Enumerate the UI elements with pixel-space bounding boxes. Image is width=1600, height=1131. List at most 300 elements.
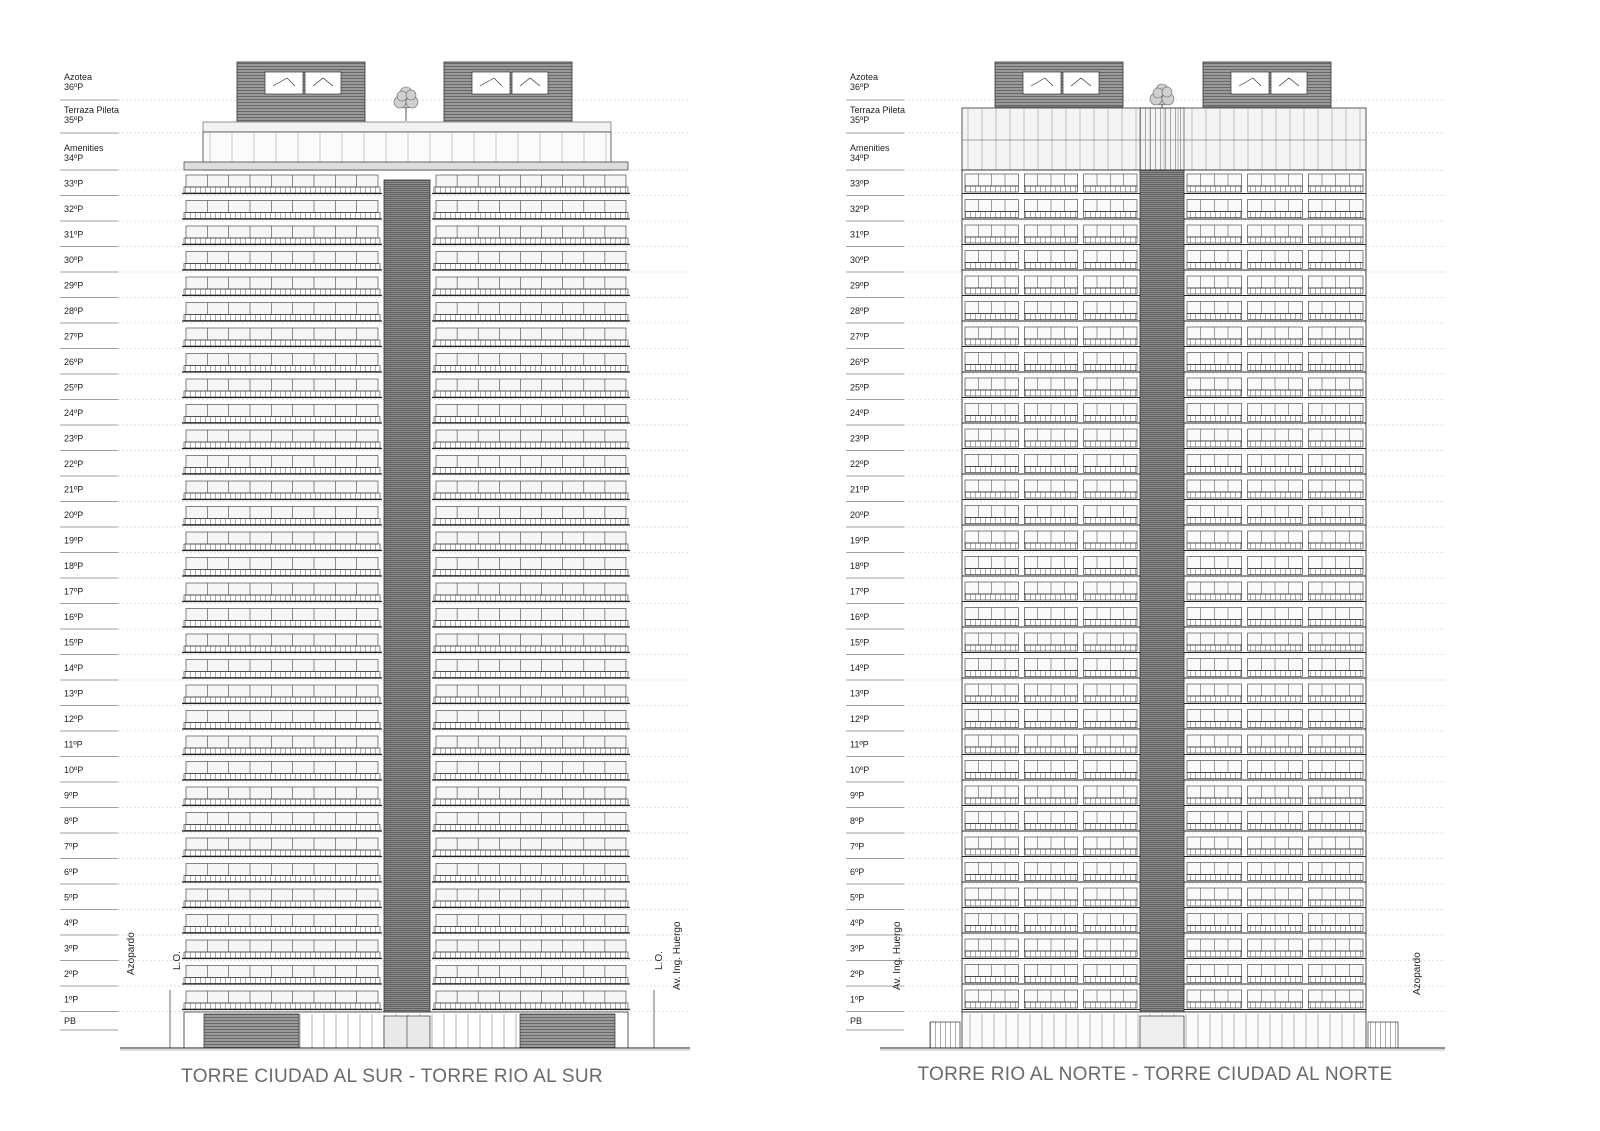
rooftop-opening xyxy=(472,72,510,94)
rooftop-opening xyxy=(305,72,341,94)
window-band xyxy=(436,813,626,825)
balcony-railing xyxy=(1024,824,1077,830)
window-band xyxy=(186,940,378,952)
balcony-railing xyxy=(1187,875,1242,881)
balcony-railing xyxy=(1024,951,1077,957)
level-label: 4ºP xyxy=(850,918,865,928)
balcony-railing xyxy=(965,696,1018,702)
balcony-railing xyxy=(1084,875,1137,881)
level-label: 21ºP xyxy=(850,484,870,495)
balcony-railing xyxy=(1187,671,1242,677)
balcony-railing xyxy=(1187,212,1242,218)
balcony-railing xyxy=(1187,951,1242,957)
balcony-railing xyxy=(434,187,628,193)
level-label: 33ºP xyxy=(64,178,84,189)
south-elevation-drawing xyxy=(60,62,690,1087)
level-label: 4ºP xyxy=(64,918,79,928)
balcony-railing xyxy=(965,951,1018,957)
balcony-railing xyxy=(1084,492,1137,498)
balcony-railing xyxy=(1024,314,1077,320)
balcony-railing xyxy=(1084,1002,1137,1008)
window-band xyxy=(436,762,626,774)
balcony-railing xyxy=(1308,620,1363,626)
window-band xyxy=(436,481,626,493)
balcony-railing xyxy=(1248,900,1303,906)
window-band xyxy=(436,379,626,391)
balcony-railing xyxy=(434,213,628,219)
window-band xyxy=(436,558,626,570)
balcony-railing xyxy=(434,799,628,805)
balcony-railing xyxy=(1084,824,1137,830)
balcony-railing xyxy=(1308,875,1363,881)
window-band xyxy=(436,940,626,952)
balcony-railing xyxy=(1248,824,1303,830)
balcony-railing xyxy=(1024,798,1077,804)
window-band xyxy=(186,813,378,825)
balcony-railing xyxy=(965,339,1018,345)
balcony-railing xyxy=(1248,620,1303,626)
balcony-railing xyxy=(434,417,628,423)
level-label: 8ºP xyxy=(64,816,79,826)
balcony-railing xyxy=(965,492,1018,498)
level-label: 3ºP xyxy=(850,943,865,954)
balcony-railing xyxy=(184,417,380,423)
balcony-railing xyxy=(1248,365,1303,371)
balcony-railing xyxy=(1024,441,1077,447)
level-label: 30ºP xyxy=(64,255,84,265)
balcony-railing xyxy=(1248,390,1303,396)
balcony-railing xyxy=(965,441,1018,447)
balcony-railing xyxy=(184,519,380,525)
balcony-railing xyxy=(1308,671,1363,677)
planter xyxy=(930,1022,960,1048)
window-band xyxy=(436,405,626,417)
balcony-railing xyxy=(1248,926,1303,932)
balcony-railing xyxy=(1308,747,1363,753)
balcony-railing xyxy=(1308,314,1363,320)
level-label: 1ºP xyxy=(850,994,865,1005)
window-band xyxy=(436,991,626,1003)
window-band xyxy=(186,481,378,493)
balcony-railing xyxy=(434,876,628,882)
balcony-railing xyxy=(434,493,628,499)
south-street-left: Azopardo xyxy=(126,932,137,975)
balcony-railing xyxy=(1187,288,1242,294)
balcony-railing xyxy=(434,315,628,321)
balcony-railing xyxy=(1187,824,1242,830)
level-label-name: Terraza Pileta xyxy=(64,105,120,115)
level-label: 9ºP xyxy=(850,790,865,801)
balcony-railing xyxy=(965,237,1018,243)
balcony-railing xyxy=(1248,263,1303,269)
level-label: 29ºP xyxy=(850,280,870,291)
window-band xyxy=(436,354,626,366)
balcony-railing xyxy=(1084,645,1137,651)
level-label: 23ºP xyxy=(850,433,870,444)
balcony-railing xyxy=(1187,696,1242,702)
balcony-railing xyxy=(434,697,628,703)
balcony-railing xyxy=(1084,314,1137,320)
balcony-railing xyxy=(1248,569,1303,575)
balcony-railing xyxy=(184,595,380,601)
balcony-railing xyxy=(965,543,1018,549)
balcony-railing xyxy=(1084,569,1137,575)
window-band xyxy=(436,252,626,264)
level-label-name: Azotea xyxy=(850,72,879,82)
balcony-railing xyxy=(434,952,628,958)
balcony-railing xyxy=(184,672,380,678)
window-band xyxy=(186,634,378,646)
balcony-railing xyxy=(1024,263,1077,269)
balcony-railing xyxy=(1308,951,1363,957)
level-label-name: Terraza Pileta xyxy=(850,105,906,115)
level-label: 18ºP xyxy=(64,561,84,571)
balcony-railing xyxy=(1248,722,1303,728)
balcony-railing xyxy=(184,468,380,474)
level-label: 32ºP xyxy=(64,204,84,214)
balcony-railing xyxy=(184,289,380,295)
balcony-railing xyxy=(1024,518,1077,524)
balcony-railing xyxy=(1187,263,1242,269)
balcony-railing xyxy=(1308,492,1363,498)
window-band xyxy=(186,583,378,595)
level-label: 15ºP xyxy=(64,637,84,648)
balcony-railing xyxy=(1308,1002,1363,1008)
level-label-floor: 36ºP xyxy=(850,82,870,92)
balcony-railing xyxy=(1187,416,1242,422)
balcony-railing xyxy=(184,340,380,346)
balcony-railing xyxy=(1308,339,1363,345)
balcony-railing xyxy=(1024,849,1077,855)
balcony-railing xyxy=(1024,747,1077,753)
balcony-railing xyxy=(1187,390,1242,396)
balcony-railing xyxy=(434,774,628,780)
balcony-railing xyxy=(1248,798,1303,804)
balcony-railing xyxy=(1187,747,1242,753)
window-band xyxy=(186,303,378,315)
balcony-railing xyxy=(184,238,380,244)
balcony-railing xyxy=(1308,543,1363,549)
balcony-railing xyxy=(965,645,1018,651)
balcony-railing xyxy=(1084,543,1137,549)
balcony-railing xyxy=(1248,977,1303,983)
window-band xyxy=(186,405,378,417)
balcony-railing xyxy=(1084,900,1137,906)
balcony-railing xyxy=(1248,314,1303,320)
level-label: 15ºP xyxy=(850,637,870,648)
rooftop-opening xyxy=(1023,72,1061,94)
window-band xyxy=(186,277,378,289)
window-band xyxy=(436,175,626,187)
level-label-name: Amenities xyxy=(850,143,890,153)
balcony-railing xyxy=(965,390,1018,396)
level-label-name: Amenities xyxy=(64,143,104,153)
balcony-railing xyxy=(434,468,628,474)
balcony-railing xyxy=(1084,263,1137,269)
balcony-railing xyxy=(1308,900,1363,906)
balcony-railing xyxy=(1308,696,1363,702)
north-elevation-drawing xyxy=(846,62,1445,1085)
balcony-railing xyxy=(1084,467,1137,473)
balcony-railing xyxy=(1084,798,1137,804)
balcony-railing xyxy=(1248,186,1303,192)
balcony-railing xyxy=(434,646,628,652)
balcony-railing xyxy=(1024,875,1077,881)
balcony-railing xyxy=(434,1003,628,1009)
balcony-railing xyxy=(1248,1002,1303,1008)
balcony-railing xyxy=(1024,288,1077,294)
level-label-floor: 34ºP xyxy=(850,153,870,163)
balcony-railing xyxy=(1024,390,1077,396)
balcony-railing xyxy=(1084,951,1137,957)
balcony-railing xyxy=(1024,722,1077,728)
level-label: 31ºP xyxy=(64,229,84,240)
balcony-railing xyxy=(1024,365,1077,371)
window-band xyxy=(436,583,626,595)
window-band xyxy=(436,838,626,850)
level-label: 6ºP xyxy=(850,867,865,877)
balcony-railing xyxy=(1187,645,1242,651)
balcony-railing xyxy=(434,264,628,270)
balcony-railing xyxy=(184,697,380,703)
tree-icon xyxy=(394,87,418,121)
window-band xyxy=(436,456,626,468)
balcony-railing xyxy=(1187,977,1242,983)
north-tower-facade xyxy=(880,62,1445,1050)
balcony-railing xyxy=(1308,441,1363,447)
balcony-railing xyxy=(1308,645,1363,651)
balcony-railing xyxy=(1084,212,1137,218)
balcony-railing xyxy=(1024,977,1077,983)
balcony-railing xyxy=(965,518,1018,524)
balcony-railing xyxy=(184,850,380,856)
balcony-railing xyxy=(1024,594,1077,600)
balcony-railing xyxy=(184,723,380,729)
balcony-railing xyxy=(1024,696,1077,702)
window-band xyxy=(436,736,626,748)
balcony-railing xyxy=(1308,773,1363,779)
balcony-railing xyxy=(434,289,628,295)
balcony-railing xyxy=(1308,186,1363,192)
window-band xyxy=(436,277,626,289)
window-band xyxy=(186,175,378,187)
level-label: 1ºP xyxy=(64,994,79,1005)
level-label: 24ºP xyxy=(850,408,870,418)
window-band xyxy=(186,915,378,927)
balcony-railing xyxy=(965,467,1018,473)
balcony-railing xyxy=(965,875,1018,881)
balcony-railing xyxy=(965,594,1018,600)
level-label: 20ºP xyxy=(850,510,870,520)
balcony-railing xyxy=(1248,441,1303,447)
balcony-railing xyxy=(1084,288,1137,294)
level-label: 28ºP xyxy=(850,306,870,316)
balcony-railing xyxy=(1308,416,1363,422)
balcony-railing xyxy=(184,187,380,193)
window-band xyxy=(436,226,626,238)
level-label: 14ºP xyxy=(64,663,84,673)
window-band xyxy=(186,736,378,748)
level-label: 14ºP xyxy=(850,663,870,673)
window-band xyxy=(186,558,378,570)
level-label: 2ºP xyxy=(64,969,79,979)
balcony-railing xyxy=(184,825,380,831)
level-label-ground: PB xyxy=(850,1016,863,1026)
balcony-railing xyxy=(1024,773,1077,779)
balcony-railing xyxy=(1187,518,1242,524)
balcony-railing xyxy=(1024,926,1077,932)
balcony-railing xyxy=(1308,263,1363,269)
balcony-railing xyxy=(1024,186,1077,192)
balcony-railing xyxy=(1248,875,1303,881)
window-band xyxy=(186,711,378,723)
level-label: 25ºP xyxy=(850,382,870,393)
balcony-railing xyxy=(1084,390,1137,396)
balcony-railing xyxy=(1084,237,1137,243)
balcony-railing xyxy=(434,850,628,856)
balcony-railing xyxy=(1308,977,1363,983)
level-label: 16ºP xyxy=(850,612,870,622)
balcony-railing xyxy=(1248,518,1303,524)
balcony-railing xyxy=(1084,977,1137,983)
level-label: 27ºP xyxy=(850,331,870,342)
balcony-railing xyxy=(1248,467,1303,473)
balcony-railing xyxy=(1187,314,1242,320)
balcony-railing xyxy=(434,544,628,550)
balcony-railing xyxy=(965,365,1018,371)
balcony-railing xyxy=(965,849,1018,855)
balcony-railing xyxy=(184,748,380,754)
balcony-railing xyxy=(965,798,1018,804)
window-band xyxy=(186,456,378,468)
balcony-railing xyxy=(1024,416,1077,422)
balcony-railing xyxy=(1187,186,1242,192)
level-label-name: Azotea xyxy=(64,72,93,82)
balcony-railing xyxy=(1024,620,1077,626)
balcony-railing xyxy=(1084,722,1137,728)
balcony-railing xyxy=(1187,1002,1242,1008)
window-band xyxy=(436,303,626,315)
window-band xyxy=(186,685,378,697)
window-band xyxy=(186,328,378,340)
window-band xyxy=(436,685,626,697)
balcony-railing xyxy=(1248,288,1303,294)
balcony-railing xyxy=(184,952,380,958)
balcony-railing xyxy=(1187,849,1242,855)
south-lo-left: L.O. xyxy=(172,951,183,970)
balcony-railing xyxy=(965,288,1018,294)
level-label: 10ºP xyxy=(850,765,870,775)
balcony-railing xyxy=(1187,339,1242,345)
balcony-railing xyxy=(1308,212,1363,218)
level-label: 7ºP xyxy=(64,841,79,852)
level-label: 32ºP xyxy=(850,204,870,214)
balcony-railing xyxy=(1248,237,1303,243)
balcony-railing xyxy=(1187,441,1242,447)
balcony-railing xyxy=(965,314,1018,320)
level-label: 5ºP xyxy=(64,892,79,903)
balcony-railing xyxy=(1187,492,1242,498)
level-label: 12ºP xyxy=(850,714,870,724)
balcony-railing xyxy=(184,570,380,576)
balcony-railing xyxy=(184,544,380,550)
balcony-railing xyxy=(965,824,1018,830)
level-label: 17ºP xyxy=(850,586,870,597)
balcony-railing xyxy=(1084,671,1137,677)
north-title: TORRE RIO AL NORTE - TORRE CIUDAD AL NORTE xyxy=(917,1064,1393,1085)
window-band xyxy=(436,507,626,519)
window-band xyxy=(186,609,378,621)
balcony-railing xyxy=(1187,594,1242,600)
level-label: 19ºP xyxy=(64,535,84,546)
core-entrance xyxy=(1140,1016,1184,1048)
balcony-railing xyxy=(1187,798,1242,804)
window-band xyxy=(436,532,626,544)
balcony-railing xyxy=(965,212,1018,218)
balcony-railing xyxy=(184,391,380,397)
balcony-railing xyxy=(1308,849,1363,855)
window-band xyxy=(186,864,378,876)
balcony-railing xyxy=(434,978,628,984)
level-label: 30ºP xyxy=(850,255,870,265)
balcony-railing xyxy=(434,901,628,907)
balcony-railing xyxy=(1084,849,1137,855)
balcony-railing xyxy=(434,927,628,933)
rooftop-opening xyxy=(1271,72,1307,94)
balcony-railing xyxy=(1084,186,1137,192)
window-band xyxy=(436,328,626,340)
window-band xyxy=(186,379,378,391)
window-band xyxy=(186,226,378,238)
balcony-railing xyxy=(1248,339,1303,345)
level-label: 18ºP xyxy=(850,561,870,571)
balcony-railing xyxy=(434,366,628,372)
balcony-railing xyxy=(1084,518,1137,524)
window-band xyxy=(436,430,626,442)
level-label: 27ºP xyxy=(64,331,84,342)
level-label-ground: PB xyxy=(64,1016,77,1026)
balcony-railing xyxy=(1308,288,1363,294)
balcony-railing xyxy=(434,672,628,678)
balcony-railing xyxy=(965,977,1018,983)
terrace-railing xyxy=(203,122,611,132)
rooftop-opening xyxy=(1063,72,1099,94)
balcony-railing xyxy=(1187,926,1242,932)
balcony-railing xyxy=(434,519,628,525)
amenities-slab xyxy=(184,162,628,170)
level-label: 19ºP xyxy=(850,535,870,546)
level-label: 21ºP xyxy=(64,484,84,495)
window-band xyxy=(186,838,378,850)
balcony-railing xyxy=(1308,518,1363,524)
balcony-railing xyxy=(434,825,628,831)
window-band xyxy=(436,787,626,799)
balcony-railing xyxy=(1024,237,1077,243)
level-label: 13ºP xyxy=(850,688,870,699)
north-street-left: Av. Ing. Huergo xyxy=(892,921,903,990)
balcony-railing xyxy=(1187,467,1242,473)
balcony-railing xyxy=(965,416,1018,422)
window-band xyxy=(186,991,378,1003)
window-band xyxy=(436,609,626,621)
window-band xyxy=(436,864,626,876)
balcony-railing xyxy=(1308,798,1363,804)
level-label: 3ºP xyxy=(64,943,79,954)
level-label: 26ºP xyxy=(64,357,84,367)
balcony-railing xyxy=(1084,747,1137,753)
level-label: 6ºP xyxy=(64,867,79,877)
window-band xyxy=(186,201,378,213)
